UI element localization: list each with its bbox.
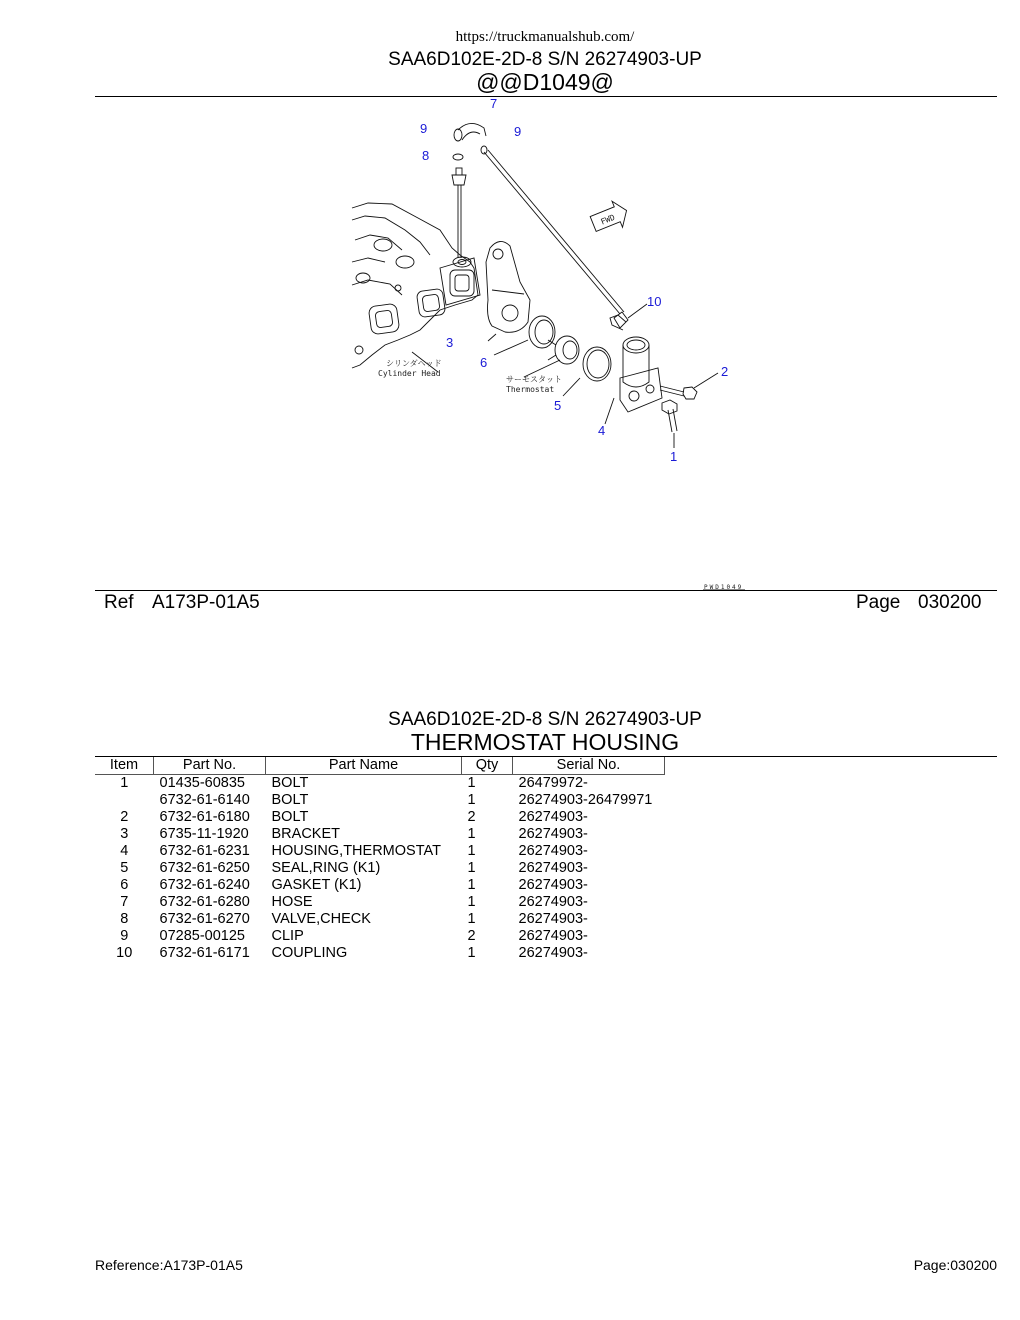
row-qty: 1 <box>467 792 476 808</box>
row-item: 3 <box>120 826 129 842</box>
row-serial-no: 26274903- <box>518 894 588 910</box>
row-part-name: BOLT <box>271 792 309 808</box>
row-serial-no: 26274903- <box>518 860 588 876</box>
cylinder-head-note-jp: シリンダヘッド <box>386 359 442 368</box>
row-serial-no: 26274903- <box>518 911 588 927</box>
row-part-no: 01435-60835 <box>159 775 245 791</box>
row-part-no: 6732-61-6171 <box>159 945 250 961</box>
row-item: 2 <box>120 809 129 825</box>
table-row <box>95 843 665 860</box>
row-qty: 1 <box>467 843 476 859</box>
row-qty: 1 <box>467 860 476 876</box>
callout-9: 9 <box>420 121 428 136</box>
row-item: 7 <box>120 894 129 910</box>
figure-code: PWD1049 <box>704 584 744 591</box>
row-part-name: HOUSING,THERMOSTAT <box>271 843 441 859</box>
row-serial-no: 26274903- <box>518 928 588 944</box>
gasket-drawing <box>529 316 555 348</box>
callout-9: 9 <box>514 124 522 139</box>
callout-5: 5 <box>554 398 562 413</box>
callout-8: 8 <box>422 148 430 163</box>
row-item: 9 <box>120 928 129 944</box>
footer-page: Page:030200 <box>913 1257 997 1273</box>
row-item: 8 <box>120 911 129 927</box>
table-row <box>95 775 665 793</box>
header-qty: Qty <box>462 757 513 775</box>
clip-drawing <box>453 154 463 160</box>
row-part-no: 6732-61-6180 <box>159 809 250 825</box>
row-part-no: 6732-61-6270 <box>159 911 250 927</box>
table-row <box>95 860 665 877</box>
row-part-no: 07285-00125 <box>159 928 245 944</box>
row-part-no: 6732-61-6140 <box>159 792 250 808</box>
row-part-name: GASKET (K1) <box>271 877 362 893</box>
row-qty: 1 <box>467 911 476 927</box>
check-valve-drawing <box>452 168 466 258</box>
row-item: 6 <box>120 877 129 893</box>
row-part-name: BRACKET <box>271 826 340 842</box>
header-part-name: Part Name <box>266 757 462 775</box>
callout-4: 4 <box>598 423 606 438</box>
row-qty: 1 <box>467 775 476 791</box>
hose-drawing <box>454 123 486 141</box>
row-qty: 1 <box>467 894 476 910</box>
section-model: SAA6D102E-2D-8 S/N 26274903-UP <box>388 709 702 730</box>
page-value: 030200 <box>918 592 982 613</box>
row-item: 5 <box>120 860 129 876</box>
table-row <box>95 928 665 945</box>
row-qty: 2 <box>467 809 476 825</box>
table-row <box>95 945 665 962</box>
row-serial-no: 26274903- <box>518 843 588 859</box>
row-part-no: 6732-61-6250 <box>159 860 250 876</box>
row-part-name: BOLT <box>271 809 309 825</box>
table-row <box>95 877 665 894</box>
table-row <box>95 894 665 911</box>
callout-7: 7 <box>490 96 498 111</box>
header-part-no: Part No. <box>154 757 266 775</box>
row-part-no: 6735-11-1920 <box>159 826 249 842</box>
row-serial-no: 26274903- <box>518 877 588 893</box>
footer-reference: Reference:A173P-01A5 <box>95 1257 243 1273</box>
seal-ring-drawing <box>583 347 611 381</box>
row-serial-no: 26274903- <box>518 945 588 961</box>
thermostat-drawing <box>548 336 579 364</box>
source-url: https://truckmanualshub.com/ <box>455 29 635 45</box>
table-row <box>95 826 665 843</box>
model-header: SAA6D102E-2D-8 S/N 26274903-UP <box>388 49 702 70</box>
fwd-label: FWD <box>599 212 617 227</box>
row-serial-no: 26274903- <box>518 826 588 842</box>
row-part-name: SEAL,RING (K1) <box>271 860 381 876</box>
row-item <box>95 792 154 809</box>
row-part-no: 6732-61-6231 <box>159 843 250 859</box>
diagram-bottom-rule <box>95 590 997 591</box>
row-qty: 1 <box>467 877 476 893</box>
housing-drawing <box>610 315 662 412</box>
callout-3: 3 <box>446 335 454 350</box>
row-part-name: COUPLING <box>271 945 348 961</box>
row-item: 1 <box>120 775 129 791</box>
row-serial-no: 26274903-26479971 <box>518 792 653 808</box>
cylinder-head-note-en: Cylinder Head <box>378 369 441 378</box>
coupling-drawing <box>614 312 628 328</box>
row-serial-no: 26274903- <box>518 809 588 825</box>
table-row <box>95 911 665 928</box>
diagram-code: @@D1049@ <box>476 69 614 95</box>
table-header-row <box>95 757 665 775</box>
page-label: Page <box>856 592 901 613</box>
callout-6: 6 <box>480 355 488 370</box>
row-part-name: BOLT <box>271 775 309 791</box>
row-part-no: 6732-61-6280 <box>159 894 250 910</box>
thermostat-note-jp: サーモスタット <box>506 375 562 384</box>
clip-drawing <box>481 146 487 154</box>
ref-label: Ref <box>104 592 134 613</box>
callout-10: 10 <box>647 294 662 309</box>
row-serial-no: 26479972- <box>518 775 588 791</box>
exploded-diagram <box>0 0 1020 600</box>
table-row <box>95 809 665 826</box>
row-part-name: CLIP <box>271 928 304 944</box>
row-part-no: 6732-61-6240 <box>159 877 250 893</box>
section-title: THERMOSTAT HOUSING <box>410 729 680 755</box>
row-item: 4 <box>120 843 129 859</box>
callout-2: 2 <box>721 364 729 379</box>
row-qty: 2 <box>467 928 476 944</box>
header-item: Item <box>95 757 154 775</box>
row-qty: 1 <box>467 826 476 842</box>
row-qty: 1 <box>467 945 476 961</box>
row-part-name: HOSE <box>271 894 313 910</box>
bolt-drawings <box>660 386 697 432</box>
table-row <box>95 792 665 809</box>
row-part-name: VALVE,CHECK <box>271 911 371 927</box>
bracket-drawing <box>486 241 530 332</box>
parts-table <box>95 757 665 962</box>
row-item: 10 <box>116 945 133 961</box>
thermostat-note-en: Thermostat <box>506 385 555 394</box>
callout-1: 1 <box>670 449 678 464</box>
ref-value: A173P-01A5 <box>152 592 260 613</box>
header-serial-no: Serial No. <box>513 757 665 775</box>
